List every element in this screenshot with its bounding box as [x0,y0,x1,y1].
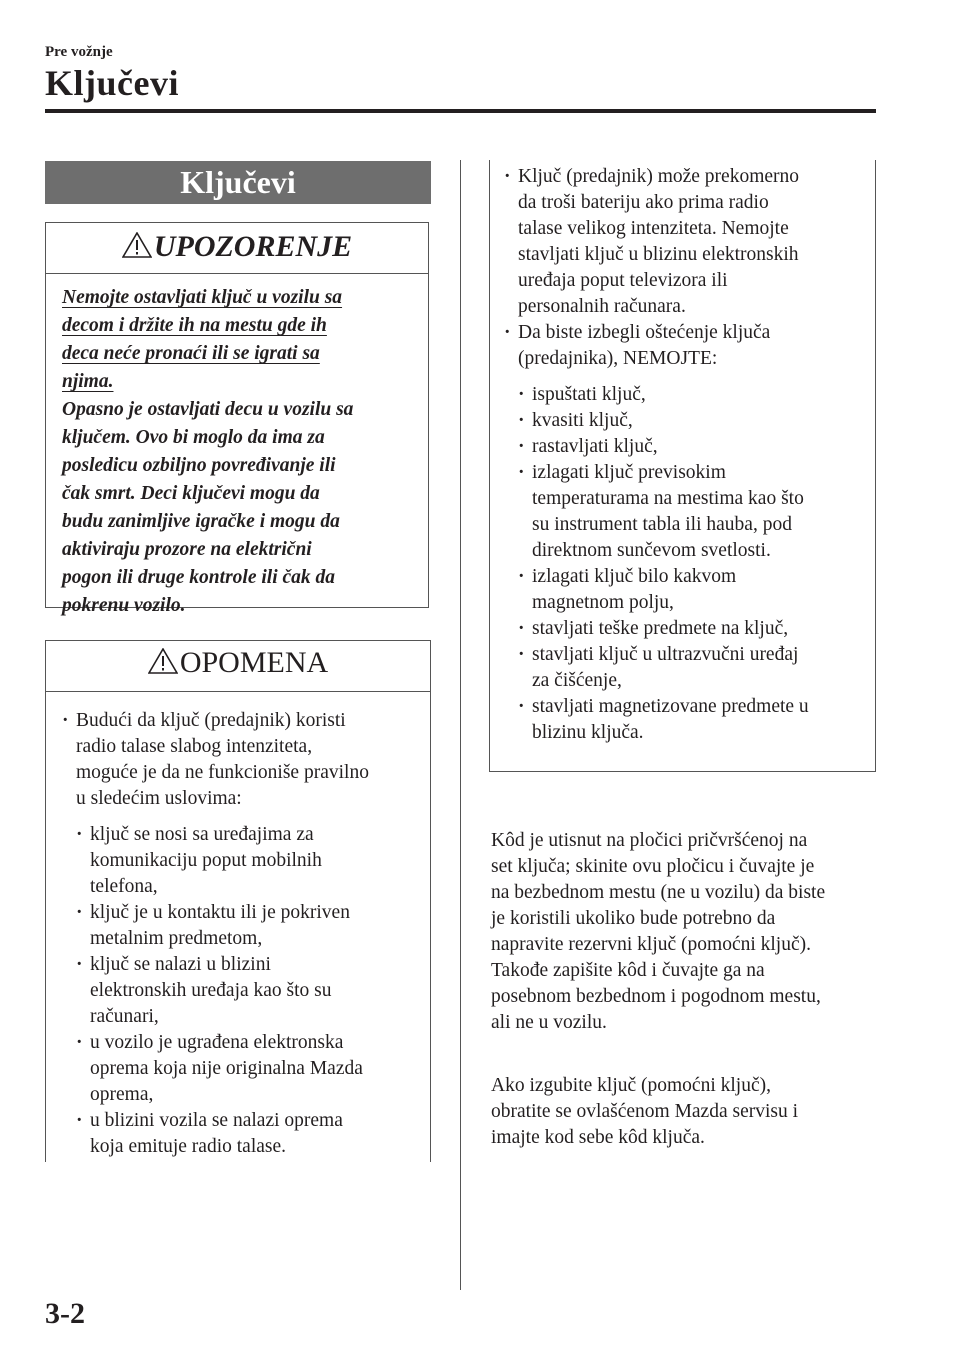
text-line: uređaja poput televizora ili [518,270,728,291]
caution-continued-list [490,160,875,746]
text-line: · Da biste izbegli oštećenje ključa [518,322,771,343]
caution-subitem [516,460,865,564]
caution-list [46,692,430,1160]
warning-text-line: posledicu ozbiljno povređivanje ili [62,455,336,476]
caution-subitem [516,434,865,460]
text-line: · ključ se nalazi u blizini [90,954,271,975]
warning-box [45,222,429,616]
caution-subitem [74,952,420,1030]
text-line: Ako izgubite ključ (pomoćni ključ), [491,1075,771,1096]
warning-text-line: Opasno je ostavljati decu u vozilu sa [62,399,354,420]
caution-sublist [74,822,420,1160]
text-line: · izlagati ključ bilo kakvom [532,566,737,587]
caution-subitem [516,382,865,408]
caution-heading-text: OPOMENA [179,646,329,679]
text-line: za čišćenje, [532,670,622,691]
body-paragraph [491,828,881,1036]
warning-text-line: aktiviraju prozore na električni [62,539,312,560]
text-line: direktnom sunčevom svetlosti. [532,540,771,561]
text-line: · ispuštati ključ, [532,384,646,405]
warning-text-line: pokrenu vozilo. [62,595,186,616]
caution-subitem [74,1108,420,1160]
text-line: talase velikog intenziteta. Nemojte [518,218,789,239]
warning-text-line: njima. [62,371,114,392]
text-line: je koristili ukoliko bude potrebno da [491,908,776,929]
warning-text-line: ključem. Ovo bi moglo da ima za [62,427,325,448]
section-label: Pre vožnje [45,44,113,60]
page-title: Ključevi [45,63,179,103]
text-line: · Budući da ključ (predajnik) koristi [76,710,346,731]
warning-heading-text: UPOZORENJE [153,230,353,263]
text-line: oprema koja nije originalna Mazda [90,1058,363,1079]
text-line: da troši bateriju ako prima radio [518,192,769,213]
caution-subitem [74,822,420,900]
caution-heading [46,641,430,692]
caution-continued-box [489,160,876,772]
text-line: · izlagati ključ previsokim [532,462,726,483]
text-line: su instrument tabla ili hauba, pod [532,514,792,535]
warning-heading [46,223,428,274]
text-line: radio talase slabog intenziteta, [76,736,313,757]
warning-body [46,274,428,620]
text-line: · stavljati magnetizovane predmete u [532,696,809,717]
text-line: Takođe zapišite kôd i čuvajte ga na [491,960,765,981]
caution-bullet [60,708,420,812]
caution-subitem [516,642,865,694]
text-line: telefona, [90,876,158,897]
text-line: · kvasiti ključ, [532,410,633,431]
text-line: · u blizini vozila se nalazi oprema [90,1110,343,1131]
caution-bullet [502,164,865,320]
section-banner: Ključevi [45,161,431,204]
warning-text-line: budu zanimljive igračke i mogu da [62,511,340,532]
text-line: računari, [90,1006,159,1027]
text-line: personalnih računara. [518,296,686,317]
caution-subitem [74,900,420,952]
caution-box [45,640,431,1162]
caution-subitem [516,616,865,642]
text-line: elektronskih uređaja kao što su [90,980,332,1001]
text-line: · stavljati teške predmete na ključ, [532,618,789,639]
caution-subitem [516,408,865,434]
text-line: koja emituje radio talase. [90,1136,287,1157]
text-line: imajte kod sebe kôd ključa. [491,1127,705,1148]
text-line: · stavljati ključ u ultrazvučni uređaj [532,644,799,665]
text-line: · rastavljati ključ, [532,436,658,457]
text-line: Kôd je utisnut na pločici pričvršćenoj na [491,830,808,851]
text-line: moguće je da ne funkcioniše pravilno [76,762,369,783]
text-line: magnetnom polju, [532,592,674,613]
header-rule [45,109,876,113]
text-line: u sledećim uslovima: [76,788,242,809]
caution-subitem [516,564,865,616]
text-line: napravite rezervni ključ (pomoćni ključ). [491,934,811,955]
column-divider [460,160,461,1290]
caution-sublist [516,382,865,746]
warning-text-line: deca neće pronaći ili se igrati sa [62,343,320,364]
warning-triangle-icon [122,225,152,273]
warning-text-line: Nemojte ostavljati ključ u vozilu sa [62,287,343,308]
text-line: temperaturama na mestima kao što [532,488,804,509]
text-line: stavljati ključ u blizinu elektronskih [518,244,799,265]
warning-text-line: pogon ili druge kontrole ili čak da [62,567,336,588]
text-line: set ključa; skinite ovu pločicu i čuvajte je [491,856,815,877]
text-line: (predajnika), NEMOJTE: [518,348,718,369]
text-line: obratite se ovlašćenom Mazda servisu i [491,1101,799,1122]
text-line: · Ključ (predajnik) može prekomerno [518,166,800,187]
caution-bullet [502,320,865,372]
text-line: blizinu ključa. [532,722,644,743]
text-line: ali ne u vozilu. [491,1012,607,1033]
body-paragraph [491,1073,881,1151]
text-line: posebnom bezbednom i pogodnom mestu, [491,986,821,1007]
text-line: metalnim predmetom, [90,928,263,949]
page-number: 3-2 [45,1297,85,1330]
caution-triangle-icon [148,643,178,687]
caution-subitem [74,1030,420,1108]
text-line: komunikaciju poput mobilnih [90,850,322,871]
text-line: na bezbednom mestu (ne u vozilu) da biste [491,882,826,903]
text-line: · ključ je u kontaktu ili je pokriven [90,902,350,923]
caution-subitem [516,694,865,746]
text-line: · u vozilo je ugrađena elektronska [90,1032,344,1053]
text-line: · ključ se nosi sa uređajima za [90,824,314,845]
warning-text-line: decom i držite ih na mestu gde ih [62,315,327,336]
text-line: oprema, [90,1084,154,1105]
warning-text-line: čak smrt. Deci ključevi mogu da [62,483,320,504]
